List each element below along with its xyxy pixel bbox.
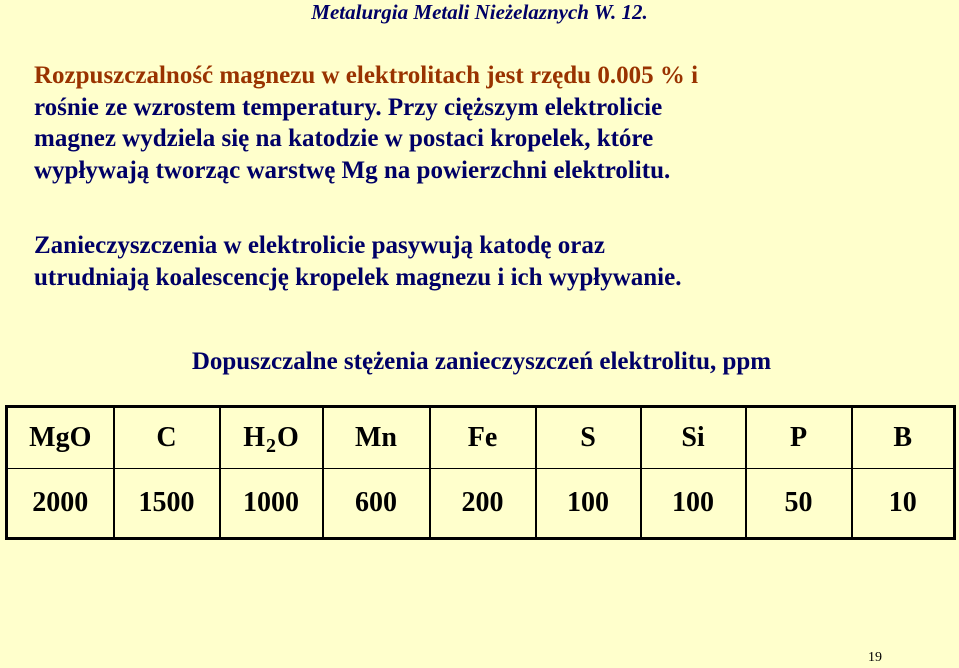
header-cell-p: P bbox=[746, 407, 852, 469]
impurity-table bbox=[5, 405, 956, 540]
header-h: H bbox=[243, 422, 265, 453]
slide-header: Metalurgia Metali Nieżelaznych W. 12. bbox=[311, 0, 648, 24]
paragraph-line: Rozpuszczalność magnezu w elektrolitach jest rzędu 0.005 % i bbox=[34, 62, 699, 89]
paragraph-impurities bbox=[34, 230, 934, 293]
value-cell-fe: 200 bbox=[430, 469, 536, 539]
value-cell-mgo: 2000 bbox=[7, 469, 114, 539]
header-cell-s: S bbox=[536, 407, 641, 469]
value-cell-mn: 600 bbox=[323, 469, 430, 539]
header-subscript-2: 2 bbox=[266, 435, 276, 457]
paragraph-line: utrudniają koalescencję kropelek magnezu i ich wypływanie. bbox=[34, 263, 682, 291]
header-cell-mn: Mn bbox=[323, 407, 430, 469]
table-values-row bbox=[7, 469, 955, 539]
page-number: 19 bbox=[868, 650, 882, 665]
value-cell-s: 100 bbox=[536, 469, 641, 539]
paragraph-line: magnez wydziela się na katodzie w postaci kropelek, które bbox=[34, 125, 654, 152]
value-cell-p: 50 bbox=[746, 469, 852, 539]
value-cell-h2o: 1000 bbox=[220, 469, 323, 539]
header-cell-c: C bbox=[114, 407, 220, 469]
paragraph-solubility bbox=[34, 60, 934, 186]
paragraph-line: Zanieczyszczenia w elektrolicie pasywują katodę oraz bbox=[34, 232, 605, 259]
header-o: O bbox=[277, 422, 299, 453]
header-cell-h2o bbox=[220, 407, 323, 469]
value-cell-si: 100 bbox=[641, 469, 746, 539]
header-cell-fe: Fe bbox=[430, 407, 536, 469]
value-cell-b: 10 bbox=[852, 469, 955, 539]
paragraph-line: rośnie ze wzrostem temperatury. Przy cięższym elektrolicie bbox=[34, 93, 663, 121]
header-cell-si: Si bbox=[641, 407, 746, 469]
header-cell-mgo: MgO bbox=[7, 407, 114, 469]
paragraph-line: wypływają tworząc warstwę Mg na powierzchni elektrolitu. bbox=[34, 156, 671, 184]
table-header-row bbox=[7, 407, 955, 469]
table-caption: Dopuszczalne stężenia zanieczyszczeń elektrolitu, ppm bbox=[191, 348, 772, 375]
header-cell-b: B bbox=[852, 407, 955, 469]
value-cell-c: 1500 bbox=[114, 469, 220, 539]
